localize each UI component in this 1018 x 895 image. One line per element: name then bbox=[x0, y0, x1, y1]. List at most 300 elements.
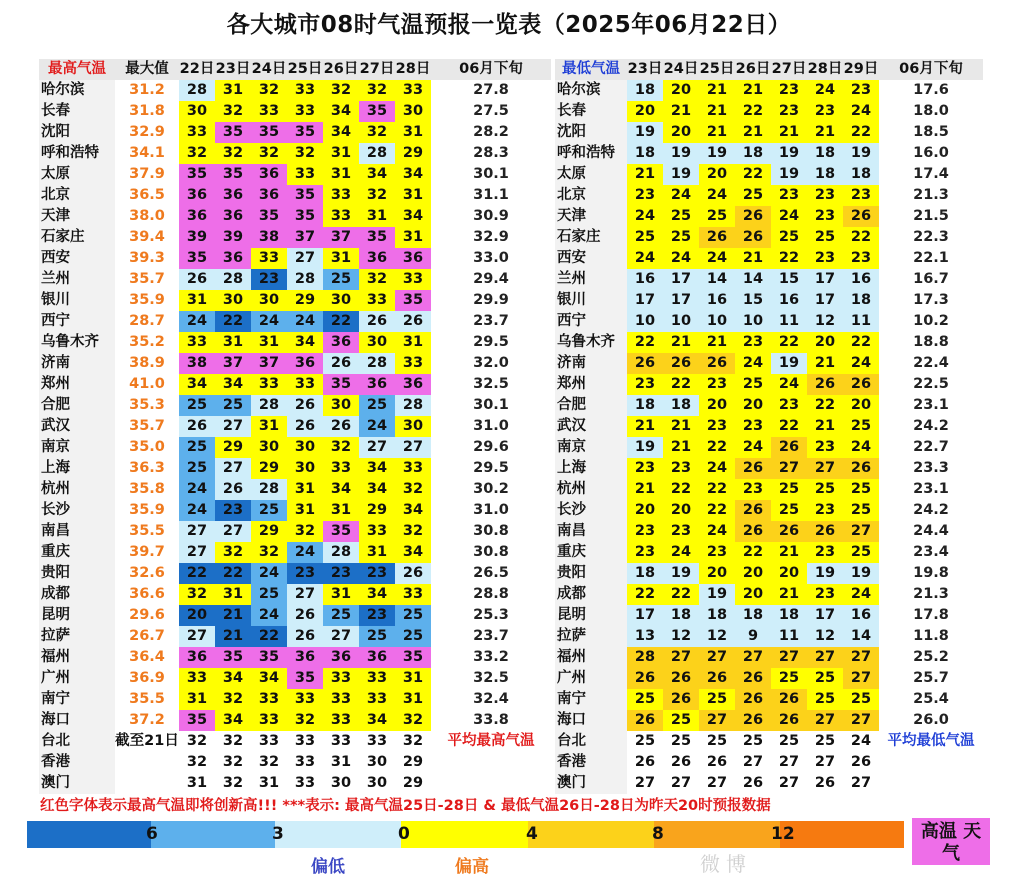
low-temp-cell: 21 bbox=[771, 542, 807, 563]
low-temp-cell: 23 bbox=[663, 458, 699, 479]
low-temp-cell: 25 bbox=[814, 733, 836, 749]
high-temp-cell: 36 bbox=[359, 374, 395, 395]
low-row bbox=[555, 605, 983, 626]
record-max: 35.8 bbox=[129, 481, 165, 497]
city-name: 天津 bbox=[555, 206, 627, 227]
high-avg: 30.1 bbox=[473, 166, 509, 182]
high-temp-cell: 27 bbox=[179, 521, 215, 542]
low-temp-cell: 25 bbox=[699, 206, 735, 227]
low-temp-cell: 16 bbox=[771, 290, 807, 311]
low-temp-cell: 26 bbox=[807, 521, 843, 542]
high-temp-cell: 27 bbox=[287, 248, 323, 269]
high-temp-cell: 34 bbox=[323, 101, 359, 122]
city-name: 郑州 bbox=[39, 374, 115, 395]
high-temp-cell: 23 bbox=[215, 500, 251, 521]
low-temp-cell: 22 bbox=[771, 332, 807, 353]
high-temp-cell: 33 bbox=[395, 269, 431, 290]
low-avg bbox=[879, 773, 983, 794]
high-temp-cell: 30 bbox=[179, 101, 215, 122]
low-temp-cell: 17 bbox=[627, 290, 663, 311]
low-row bbox=[555, 80, 983, 101]
low-temp-cell: 22 bbox=[843, 122, 879, 143]
low-avg: 18.5 bbox=[913, 124, 949, 140]
low-temp-cell: 19 bbox=[663, 143, 699, 164]
high-temp-cell: 36 bbox=[215, 248, 251, 269]
low-temp-cell: 12 bbox=[663, 626, 699, 647]
low-temp-cell: 21 bbox=[699, 332, 735, 353]
high-temp-cell: 28 bbox=[179, 80, 215, 101]
low-temp-cell: 24 bbox=[807, 80, 843, 101]
high-temp-cell: 26 bbox=[215, 479, 251, 500]
high-avg: 30.1 bbox=[473, 397, 509, 413]
low-temp-cell: 25 bbox=[843, 689, 879, 710]
low-avg: 26.0 bbox=[913, 712, 949, 728]
high-temp-cell: 36 bbox=[395, 374, 431, 395]
high-temp-cell: 36 bbox=[287, 647, 323, 668]
high-avg: 平均最高气温 bbox=[447, 733, 535, 749]
low-temp-cell: 21 bbox=[663, 101, 699, 122]
low-temp-cell: 26 bbox=[771, 710, 807, 731]
high-temp-cell: 32 bbox=[287, 710, 323, 731]
low-temp-cell: 24 bbox=[627, 248, 663, 269]
record-max: 38.0 bbox=[129, 208, 165, 224]
low-temp-cell: 26 bbox=[843, 206, 879, 227]
low-temp-cell: 15 bbox=[771, 269, 807, 290]
low-temp-cell: 12 bbox=[807, 626, 843, 647]
high-temp-cell: 33 bbox=[323, 668, 359, 689]
high-header-row bbox=[39, 59, 551, 80]
low-temp-cell: 26 bbox=[663, 668, 699, 689]
low-avg: 18.0 bbox=[913, 103, 949, 119]
low-row bbox=[555, 101, 983, 122]
high-row bbox=[39, 311, 551, 332]
city-name: 武汉 bbox=[555, 416, 627, 437]
low-row bbox=[555, 332, 983, 353]
high-row bbox=[39, 731, 551, 752]
low-temp-cell: 22 bbox=[735, 164, 771, 185]
high-temp-cell: 31 bbox=[323, 500, 359, 521]
high-temp-cell: 27 bbox=[359, 437, 395, 458]
low-temp-cell: 19 bbox=[627, 122, 663, 143]
high-temp-cell: 39 bbox=[179, 227, 215, 248]
city-name: 香港 bbox=[555, 752, 627, 773]
high-temp-cell: 35 bbox=[323, 521, 359, 542]
low-temp-cell: 19 bbox=[771, 143, 807, 164]
low-row bbox=[555, 479, 983, 500]
legend-caption-high: 偏高 bbox=[455, 857, 489, 877]
high-temp-cell: 27 bbox=[179, 542, 215, 563]
low-row bbox=[555, 248, 983, 269]
low-temp-cell: 25 bbox=[735, 374, 771, 395]
low-temp-cell: 27 bbox=[807, 647, 843, 668]
high-temp-cell: 24 bbox=[179, 479, 215, 500]
high-row bbox=[39, 752, 551, 773]
record-max: 38.9 bbox=[129, 355, 165, 371]
low-temp-cell: 27 bbox=[778, 775, 800, 791]
low-temp-cell: 26 bbox=[814, 775, 836, 791]
city-name: 重庆 bbox=[555, 542, 627, 563]
legend-caption-low: 偏低 bbox=[311, 857, 345, 877]
high-temp-cell: 32 bbox=[215, 542, 251, 563]
low-temp-cell: 26 bbox=[843, 374, 879, 395]
high-temp-cell: 33 bbox=[258, 733, 280, 749]
low-temp-cell: 26 bbox=[742, 775, 764, 791]
low-temp-cell: 23 bbox=[771, 185, 807, 206]
record-max: 32.9 bbox=[129, 124, 165, 140]
low-temp-cell: 18 bbox=[663, 605, 699, 626]
low-temp-cell: 27 bbox=[807, 710, 843, 731]
low-temp-cell: 23 bbox=[735, 416, 771, 437]
high-temp-cell: 33 bbox=[251, 101, 287, 122]
high-avg-header: 06月下旬 bbox=[431, 59, 551, 80]
high-avg: 27.5 bbox=[473, 103, 509, 119]
low-temp-cell: 12 bbox=[807, 311, 843, 332]
low-row bbox=[555, 269, 983, 290]
high-avg: 29.5 bbox=[473, 334, 509, 350]
high-temp-cell: 34 bbox=[395, 542, 431, 563]
low-day-header: 25日 bbox=[699, 59, 735, 80]
high-temp-cell: 33 bbox=[179, 122, 215, 143]
high-temp-cell: 28 bbox=[359, 353, 395, 374]
high-temp-cell: 31 bbox=[359, 206, 395, 227]
high-row bbox=[39, 185, 551, 206]
low-temp-cell: 17 bbox=[663, 269, 699, 290]
high-temp-cell: 34 bbox=[359, 479, 395, 500]
low-temp-cell: 19 bbox=[843, 143, 879, 164]
low-temp-cell: 17 bbox=[807, 269, 843, 290]
high-temp-cell: 25 bbox=[215, 395, 251, 416]
high-temp-cell: 31 bbox=[395, 122, 431, 143]
high-temp-cell: 28 bbox=[215, 269, 251, 290]
high-avg: 28.3 bbox=[473, 145, 509, 161]
high-temp-cell: 32 bbox=[179, 143, 215, 164]
city-name: 杭州 bbox=[555, 479, 627, 500]
low-temp-cell: 23 bbox=[699, 542, 735, 563]
low-temp-cell: 25 bbox=[742, 733, 764, 749]
record-max bbox=[115, 773, 179, 794]
high-temp-cell: 26 bbox=[395, 563, 431, 584]
low-temp-cell: 21 bbox=[627, 416, 663, 437]
legend-hot-weather: 高温 天气 bbox=[912, 818, 990, 865]
low-temp-cell: 22 bbox=[735, 542, 771, 563]
low-temp-cell: 25 bbox=[663, 227, 699, 248]
high-temp-cell: 34 bbox=[395, 500, 431, 521]
high-temp-cell: 22 bbox=[323, 311, 359, 332]
high-day-header: 22日 bbox=[179, 59, 215, 80]
high-temp-cell: 34 bbox=[215, 374, 251, 395]
high-temp-cell: 32 bbox=[402, 733, 424, 749]
high-temp-cell: 32 bbox=[251, 143, 287, 164]
city-name: 南宁 bbox=[39, 689, 115, 710]
low-temp-cell: 10 bbox=[627, 311, 663, 332]
high-temp-cell: 23 bbox=[287, 563, 323, 584]
low-temp-cell: 26 bbox=[634, 754, 656, 770]
city-name: 石家庄 bbox=[555, 227, 627, 248]
low-temp-cell: 26 bbox=[699, 227, 735, 248]
high-temp-cell: 30 bbox=[215, 290, 251, 311]
high-row bbox=[39, 395, 551, 416]
high-temp-cell: 31 bbox=[323, 143, 359, 164]
city-name: 郑州 bbox=[555, 374, 627, 395]
high-temp-cell: 34 bbox=[215, 710, 251, 731]
low-avg: 21.3 bbox=[913, 187, 949, 203]
low-temp-cell: 22 bbox=[699, 479, 735, 500]
high-temp-cell: 34 bbox=[215, 668, 251, 689]
high-temp-cell: 35 bbox=[287, 185, 323, 206]
low-row bbox=[555, 353, 983, 374]
high-temp-cell: 31 bbox=[395, 332, 431, 353]
city-name: 乌鲁木齐 bbox=[39, 332, 115, 353]
high-temp-cell: 34 bbox=[251, 668, 287, 689]
low-avg: 10.2 bbox=[913, 313, 949, 329]
city-name: 石家庄 bbox=[39, 227, 115, 248]
high-temp-cell: 34 bbox=[359, 584, 395, 605]
low-temp-cell: 25 bbox=[663, 710, 699, 731]
low-avg: 23.1 bbox=[913, 481, 949, 497]
high-day-header: 24日 bbox=[251, 59, 287, 80]
low-temp-cell: 22 bbox=[627, 584, 663, 605]
city-name: 成都 bbox=[555, 584, 627, 605]
high-temp-cell: 30 bbox=[395, 416, 431, 437]
high-temp-cell: 36 bbox=[287, 353, 323, 374]
high-temp-cell: 34 bbox=[359, 458, 395, 479]
low-temp-cell: 25 bbox=[807, 479, 843, 500]
city-name: 澳门 bbox=[39, 773, 115, 794]
high-temp-cell: 32 bbox=[215, 689, 251, 710]
low-temp-cell: 26 bbox=[735, 668, 771, 689]
high-avg: 33.2 bbox=[473, 649, 509, 665]
low-temp-cell: 15 bbox=[735, 290, 771, 311]
low-temp-cell: 28 bbox=[627, 647, 663, 668]
high-temp-cell: 37 bbox=[251, 353, 287, 374]
low-temp-cell: 27 bbox=[706, 775, 728, 791]
city-name: 海口 bbox=[555, 710, 627, 731]
high-avg: 33.0 bbox=[473, 250, 509, 266]
low-header-row bbox=[555, 59, 983, 80]
low-avg: 24.2 bbox=[913, 418, 949, 434]
low-temp-cell: 21 bbox=[807, 122, 843, 143]
high-temp-cell: 27 bbox=[179, 626, 215, 647]
high-temp-cell: 31 bbox=[395, 227, 431, 248]
high-temp-cell: 22 bbox=[179, 563, 215, 584]
high-row bbox=[39, 521, 551, 542]
city-name: 南昌 bbox=[555, 521, 627, 542]
low-temp-cell: 23 bbox=[807, 248, 843, 269]
high-temp-cell: 30 bbox=[366, 775, 388, 791]
low-temp-cell: 16 bbox=[699, 290, 735, 311]
low-temp-cell: 16 bbox=[843, 605, 879, 626]
low-temp-cell: 23 bbox=[771, 80, 807, 101]
low-temp-cell: 24 bbox=[735, 353, 771, 374]
low-temp-cell: 23 bbox=[627, 521, 663, 542]
city-name: 沈阳 bbox=[39, 122, 115, 143]
high-temp-cell: 33 bbox=[395, 458, 431, 479]
high-temp-cell: 26 bbox=[287, 626, 323, 647]
high-label: 最高气温 bbox=[39, 59, 115, 80]
city-name: 西宁 bbox=[555, 311, 627, 332]
high-temp-cell: 31 bbox=[287, 479, 323, 500]
high-row bbox=[39, 269, 551, 290]
city-name: 南京 bbox=[555, 437, 627, 458]
low-temp-cell: 23 bbox=[807, 101, 843, 122]
low-avg bbox=[879, 752, 983, 773]
high-temp-cell: 28 bbox=[395, 395, 431, 416]
high-temp-cell: 38 bbox=[179, 353, 215, 374]
record-max: 28.7 bbox=[129, 313, 165, 329]
low-temp-cell: 25 bbox=[807, 689, 843, 710]
high-temp-cell: 30 bbox=[323, 395, 359, 416]
high-temp-cell: 33 bbox=[179, 332, 215, 353]
low-row bbox=[555, 185, 983, 206]
low-row bbox=[555, 122, 983, 143]
low-row bbox=[555, 731, 983, 752]
high-temp-cell: 33 bbox=[287, 689, 323, 710]
low-temp-cell: 19 bbox=[663, 164, 699, 185]
low-temp-cell: 20 bbox=[771, 563, 807, 584]
low-row bbox=[555, 458, 983, 479]
high-temp-cell: 33 bbox=[330, 733, 352, 749]
city-name: 贵阳 bbox=[39, 563, 115, 584]
high-avg: 29.4 bbox=[473, 271, 509, 287]
high-temp-cell: 22 bbox=[251, 626, 287, 647]
city-name: 太原 bbox=[39, 164, 115, 185]
high-avg: 32.5 bbox=[473, 376, 509, 392]
low-temp-cell: 26 bbox=[735, 227, 771, 248]
high-temp-cell: 33 bbox=[287, 374, 323, 395]
legend-light-orange bbox=[528, 821, 654, 848]
high-temp-cell: 27 bbox=[215, 416, 251, 437]
high-temp-cell: 31 bbox=[251, 332, 287, 353]
low-row bbox=[555, 542, 983, 563]
city-name: 海口 bbox=[39, 710, 115, 731]
high-avg bbox=[431, 773, 551, 794]
city-name: 成都 bbox=[39, 584, 115, 605]
high-temp-cell: 29 bbox=[402, 754, 424, 770]
high-temp-cell: 22 bbox=[215, 563, 251, 584]
high-avg: 30.9 bbox=[473, 208, 509, 224]
high-temp-cell: 33 bbox=[359, 668, 395, 689]
high-temp-cell: 31 bbox=[179, 689, 215, 710]
low-temp-cell: 27 bbox=[742, 754, 764, 770]
low-temp-cell: 21 bbox=[771, 584, 807, 605]
low-avg: 22.7 bbox=[913, 439, 949, 455]
high-temp-cell: 27 bbox=[323, 626, 359, 647]
record-max: 36.5 bbox=[129, 187, 165, 203]
high-temp-cell: 25 bbox=[179, 458, 215, 479]
low-temp-cell: 25 bbox=[771, 500, 807, 521]
city-name: 银川 bbox=[39, 290, 115, 311]
high-temp-cell: 33 bbox=[323, 206, 359, 227]
low-row bbox=[555, 437, 983, 458]
high-temp-cell: 31 bbox=[186, 775, 208, 791]
low-avg: 17.8 bbox=[913, 607, 949, 623]
high-temp-cell: 22 bbox=[215, 311, 251, 332]
high-temp-cell: 27 bbox=[287, 584, 323, 605]
low-temp-cell: 14 bbox=[735, 269, 771, 290]
high-temp-table bbox=[39, 59, 551, 794]
low-temp-cell: 17 bbox=[807, 605, 843, 626]
low-temp-cell: 24 bbox=[850, 733, 872, 749]
high-temp-cell: 30 bbox=[395, 101, 431, 122]
low-temp-cell: 27 bbox=[771, 458, 807, 479]
low-temp-cell: 27 bbox=[850, 775, 872, 791]
high-temp-cell: 35 bbox=[215, 164, 251, 185]
low-temp-cell: 23 bbox=[771, 395, 807, 416]
high-temp-cell: 30 bbox=[323, 290, 359, 311]
high-row bbox=[39, 689, 551, 710]
low-temp-cell: 18 bbox=[771, 605, 807, 626]
city-name: 兰州 bbox=[39, 269, 115, 290]
low-temp-cell: 25 bbox=[843, 479, 879, 500]
low-avg: 16.0 bbox=[913, 145, 949, 161]
record-max: 39.7 bbox=[129, 544, 165, 560]
high-temp-cell: 35 bbox=[251, 206, 287, 227]
high-temp-cell: 27 bbox=[215, 521, 251, 542]
record-max: 35.7 bbox=[129, 418, 165, 434]
high-row bbox=[39, 80, 551, 101]
high-temp-cell: 30 bbox=[359, 332, 395, 353]
low-temp-cell: 26 bbox=[663, 689, 699, 710]
city-name: 太原 bbox=[555, 164, 627, 185]
low-day-header: 29日 bbox=[843, 59, 879, 80]
low-temp-cell: 14 bbox=[843, 626, 879, 647]
high-avg: 33.8 bbox=[473, 712, 509, 728]
high-temp-cell: 24 bbox=[359, 416, 395, 437]
high-temp-cell: 32 bbox=[359, 185, 395, 206]
low-avg: 22.1 bbox=[913, 250, 949, 266]
high-temp-cell: 36 bbox=[359, 647, 395, 668]
low-temp-cell: 21 bbox=[627, 164, 663, 185]
city-name: 长春 bbox=[39, 101, 115, 122]
city-name: 福州 bbox=[39, 647, 115, 668]
low-temp-cell: 18 bbox=[735, 605, 771, 626]
city-name: 西宁 bbox=[39, 311, 115, 332]
low-temp-cell: 23 bbox=[843, 248, 879, 269]
high-temp-cell: 36 bbox=[215, 206, 251, 227]
low-temp-cell: 23 bbox=[699, 416, 735, 437]
low-temp-cell: 25 bbox=[670, 733, 692, 749]
high-temp-cell: 33 bbox=[323, 710, 359, 731]
high-temp-cell: 36 bbox=[215, 185, 251, 206]
high-temp-cell: 28 bbox=[359, 143, 395, 164]
high-temp-cell: 35 bbox=[287, 206, 323, 227]
high-temp-cell: 26 bbox=[395, 311, 431, 332]
high-temp-cell: 36 bbox=[323, 647, 359, 668]
low-temp-cell: 18 bbox=[843, 290, 879, 311]
low-temp-cell: 19 bbox=[699, 143, 735, 164]
high-avg: 27.8 bbox=[473, 82, 509, 98]
high-row bbox=[39, 248, 551, 269]
high-temp-cell: 31 bbox=[287, 500, 323, 521]
low-row bbox=[555, 584, 983, 605]
high-temp-cell: 26 bbox=[359, 311, 395, 332]
high-temp-cell: 24 bbox=[287, 542, 323, 563]
low-temp-cell: 16 bbox=[627, 269, 663, 290]
high-temp-cell: 35 bbox=[179, 164, 215, 185]
low-temp-cell: 22 bbox=[699, 500, 735, 521]
low-temp-cell: 11 bbox=[843, 311, 879, 332]
high-temp-cell: 29 bbox=[251, 521, 287, 542]
high-row bbox=[39, 458, 551, 479]
high-temp-cell: 34 bbox=[287, 332, 323, 353]
record-max: 35.5 bbox=[129, 691, 165, 707]
low-temp-cell: 23 bbox=[735, 479, 771, 500]
high-temp-cell: 30 bbox=[366, 754, 388, 770]
low-temp-cell: 23 bbox=[843, 80, 879, 101]
low-row bbox=[555, 710, 983, 731]
low-row bbox=[555, 689, 983, 710]
low-temp-cell: 25 bbox=[843, 500, 879, 521]
